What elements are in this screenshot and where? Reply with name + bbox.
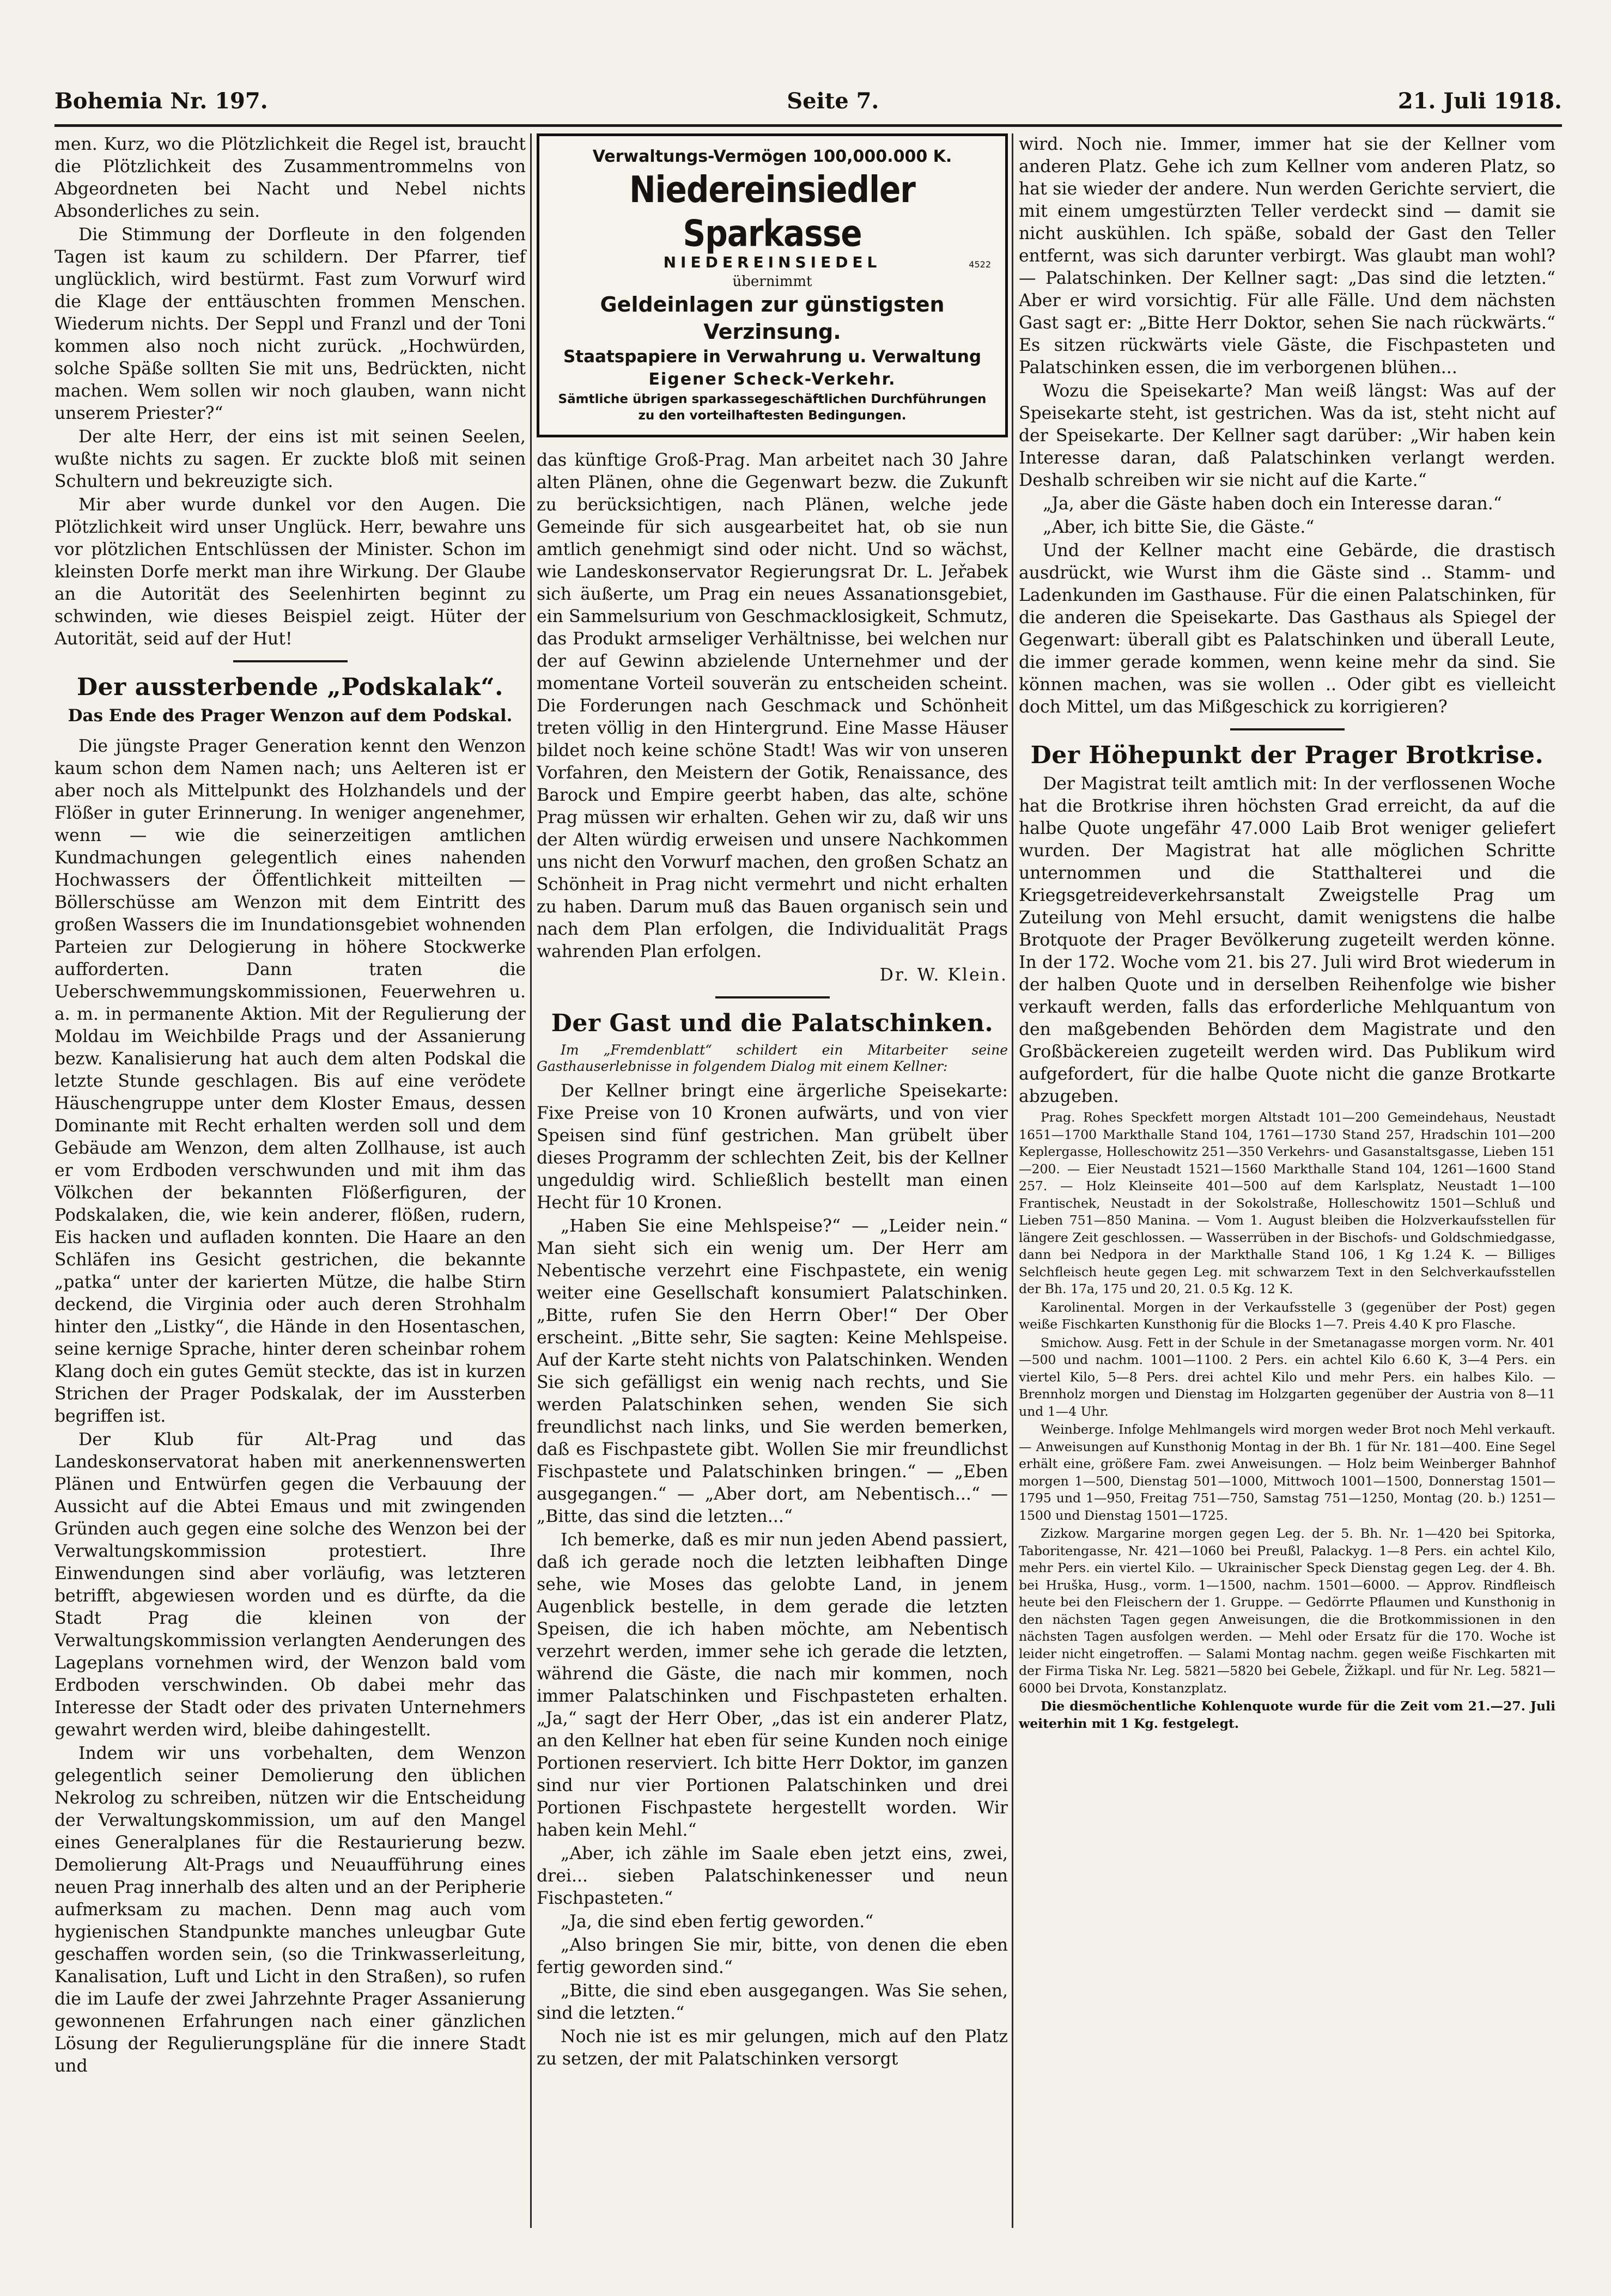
paragraph: das künftige Groß-Prag. Man arbeitet nach 30 Jahre alten Plänen, ohne die Gegenwart bezw. die Zukunft zu berücksichtigen, nach Plänen, welche jede Gemeinde für sich ausgearbeitet hat, ob sie nun amtlich genehmigt sind oder nicht. Und so wächst, wie Landeskonservator Regierungsrat Dr. L. Jeřabek sich äußerte, um Prag ein neues Assanationsgebiet, ein Sammelsurium von Geschmacklosigkeit, Schmutz, das Produkt armseliger Verhältnisse, bei welchen nur der auf Gewinn abzielende Unternehmer und der momentane Vorteil souverän zu entscheiden scheint. Die Forderungen nach Geschmack und Schönheit treten völlig in den Hintergrund. Eine Masse Häuser bildet noch keine schöne Stadt! Was wir von unseren Vorfahren, den Meistern der Gotik, Renaissance, des Barock und Empire geerbt haben, das alte, schöne Prag müssen wir erhalten. Gehen wir zu, daß wir uns der Alten würdig erweisen und unsere Nachkommen uns nicht den Vorwurf machen, den großen Schatz an Schönheit in Prag nicht vermehrt und nicht erhalten zu haben. Darum muß das Bauen organisch sein und nach dem Plan erfolgen, die Individualität Prags wahrenden Plan erfolgen. (537, 450, 1008, 961)
paragraph: Und der Kellner macht eine Gebärde, die drastisch ausdrückt, wie Wurst ihm die Gäste sind .. Stamm- und Ladenkunden im Gasthause. Für die einen Palatschinken, für die anderen die Speisekarte. Das Gasthaus als Spiegel der Gegenwart: überall gibt es Palatschinken und überall Leute, die immer gerade kommen, wenn keine mehr da sind. Sie können machen, was sie wollen .. Oder gibt es vielleicht doch Mittel, um das Mißgeschick zu korrigieren? (1019, 541, 1555, 717)
ad-town-name: NIEDEREINSIEDEL (663, 253, 882, 271)
notice-item: Weinberge. Infolge Mehlmangels wird morgen weder Brot noch Mehl verkauft. — Anweisungen auf Kunsthonig Montag in der Bh. 1 für Nr. 181—400. Eine Segel erhält eine, größere Fam. zwei Anweisungen. — Holz beim Weinberger Bahnhof morgen 1—500, Dienstag 501—1000, Mittwoch 1001—1500, Donnerstag 1501—1795 und 1—950, Freitag 751—750, Samstag 751—1250, Montag (20. b.) 1251—1500 und Dienstag 1501—1725. (1019, 1422, 1555, 1523)
notice-item: Zizkow. Margarine morgen gegen Leg. der 5. Bh. Nr. 1—420 bei Spitorka, Taboritengasse, Nr. 421—1060 bei Preußl, Palackyg. 1—8 Pers. ein achtel Kilo, mehr Pers. ein viertel Kilo. — Ukrainischer Speck Dienstag gegen Leg. der 4. Bh. bei Hruška, Husg., vorm. 1—1500, nachm. 1501—6000. — Approv. Rindfleisch heute bei den Fleischern der 1. Gruppe. — Gedörrte Pflaumen und Kunsthonig in den nächsten Tagen gegen Anweisungen, die die Brotkommissionen in den nächsten Tagen ausfolgen werden. — Mehl oder Ersatz für die 170. Woche ist leider nicht eingetroffen. — Salami Montag nachm. gegen weiße Fischkarten mit der Firma Tiska Nr. Leg. 5821—5820 bei Gebele, Žižkapl. und für Nr. Leg. 5821—6000 bei Drvota, Konstanzplatz. (1019, 1526, 1555, 1696)
notice-item: Karolinental. Morgen in der Verkaufsstelle 3 (gegenüber der Post) gegen weiße Fischkarten Kunsthonig für die Blocks 1—7. Preis 4.40 K pro Flasche. (1019, 1299, 1555, 1332)
ad-bank-name: Niedereinsiedler Sparkasse (629, 168, 915, 255)
paragraph: Der Magistrat teilt amtlich mit: In der verflossenen Woche hat die Brotkrise ihren höchsten Grad erreicht, da auf die halbe Quote ungefähr 47.000 Laib Brot weniger geliefert wurden. Der Magistrat hat alle möglichen Schritte unternommen und die Statthalterei und die Kriegsgetreideverkehrsanstalt Zweigstelle Prag um Zuteilung von Mehl ersucht, damit wenigstens die halbe Brotquote der Prager Bevölkerung zugeteilt werden könne. In der 172. Woche vom 21. bis 27. Juli wird Brot wiederum in der halben Quote und in derselben Reihenfolge wie bisher verkauft werden, falls das erforderliche Mehlquantum von den maßgebenden Behörden dem Magistrate und den Großbäckereien zugeteilt werden wird. Das Publikum wird aufgefordert, für die halbe Quote nicht die ganze Brotkarte abzugeben. (1019, 774, 1555, 1106)
article-headline: Der Höhepunkt der Prager Brotkrise. (1030, 741, 1544, 769)
paragraph: Der Kellner bringt eine ärgerliche Speisekarte: Fixe Preise von 10 Kronen aufwärts, und von vier Speisen sind fünf gestrichen. Man grübelt über dieses Programm der schlechten Zeit, bis der Kellner ungeduldig wird. Schließlich bestellt man einen Hecht für 10 Kronen. (537, 1081, 1008, 1213)
paragraph: Die Stimmung der Dorfleute in den folgenden Tagen ist kaum zu schildern. Der Pfarrer, tief unglücklich, wird bestürmt. Fast zum Vorwurf wird die Klage der enttäuschten frommen Menschen. Wiederum nichts. Der Seppl und Franzl und der Toni kommen also noch nicht zurück. „Hochwürden, solche Späße sollten Sie mit uns, Bedrückten, nicht machen. Wem sollen wir noch glauben, wann nicht unserem Priester?“ (54, 225, 526, 423)
article-headline: Der Gast und die Palatschinken. (551, 1009, 994, 1037)
header-rule (54, 124, 1562, 127)
ad-reference-number: 4522 (969, 259, 991, 270)
paragraph: „Aber, ich bitte Sie, die Gäste.“ (1043, 517, 1315, 537)
paragraph: Ich bemerke, daß es mir nun jeden Abend passiert, daß ich gerade noch die letzten leibhaften Dinge sehe, wie Moses das gelobte Land, in jenem Augenblick bestelle, in dem gerade die letzten Speisen, die ich haben möchte, am Nebentisch verzehrt werden, immer sehe ich gerade die letzten, während die Gäste, die nach mir kommen, noch immer Palatschinken und Fischpasteten erhalten. „Ja,“ sagt der Herr Ober, „das ist ein anderer Platz, an den Kellner hat eben für seine Kunden noch einige Portionen reserviert. Ich bitte Herr Doktor, im ganzen sind nur vier Portionen Palatschinken und drei Portionen Fischpastete hergestellt worden. Wir haben kein Mehl.“ (537, 1530, 1008, 1840)
column-3 (1019, 133, 1555, 1733)
column-1 (54, 133, 526, 2079)
paragraph: Der Klub für Alt-Prag und das Landeskonservatorat haben mit anerkennenswerten Plänen und Entwürfen gegen die Verbauung der Aussicht auf die Abtei Emaus und mit zwingenden Gründen auch gegen eine solche des Wenzon bei der Verwaltungskommission protestiert. Ihre Einwendungen sind aber vorläufig, was letzteren betrifft, abgewiesen worden und es dürfte, da die Stadt Prag die kleinen von der Verwaltungskommission verlangten Aenderungen des Lageplans vornehmen wird, der Wenzon bald vom Erdboden verschwinden. Ob dabei mehr das Interesse der Stadt oder des privaten Unternehmers gewahrt werden wird, bleibe dahingestellt. (54, 1430, 526, 1740)
section-divider (1230, 728, 1345, 730)
article-signature: Dr. W. Klein. (879, 965, 1008, 985)
article-headline: Der aussterbende „Podskalak“. (77, 673, 503, 701)
ad-town (550, 253, 994, 272)
paragraph: wird. Noch nie. Immer, immer hat sie der Kellner vom anderen Platz. Gehe ich zum Kellner vom anderen Platz, so hat sie wieder der andere. Nun werden Gerichte serviert, die mit einem umgestürzten Teller verdeckt sind — damit sie nicht auskühlen. Ich späße, sobald der Gast den Teller entfernt, was sich darunter verbirgt. Was glaubt man wohl? — Palatschinken. Der Kellner sagt: „Das sind die letzten.“ Aber er wird vorsichtig. Für alle Fälle. Und dem nächsten Gast sagt er: „Bitte Herr Doktor, sehen Sie nach rückwärts.“ Es sitzen rückwärts viele Gäste, die Fischpasteten und Palatschinken essen, die im verborgenen blühen... (1019, 135, 1555, 377)
food-distribution-notices (1019, 1109, 1555, 1732)
paragraph: „Bitte, die sind eben ausgegangen. Was Sie sehen, sind die letzten.“ (537, 1981, 1008, 2023)
column-rule (1012, 133, 1013, 2228)
paragraph: „Ja, aber die Gäste haben doch ein Interesse daran.“ (1043, 494, 1502, 514)
ad-takes-over: übernimmt (732, 273, 812, 290)
header-date: 21. Juli 1918. (1397, 88, 1562, 114)
paragraph: „Aber, ich zähle im Saale eben jetzt eins, zwei, drei... sieben Palatschinkenesser und neun Fischpasteten.“ (537, 1844, 1008, 1908)
paragraph: Noch nie ist es mir gelungen, mich auf den Platz zu setzen, der mit Palatschinken versorgt (537, 2027, 1008, 2069)
paragraph: Mir aber wurde dunkel vor den Augen. Die Plötzlichkeit wird unser Unglück. Herr, bewahre uns vor plötzlichen Entschlüssen der Minister. Schon im kleinsten Dorfe merkt man ihre Wirkung. Der Glaube an die Autorität des Seelenhirten beginnt zu schwinden, wie dieses Beispiel zeigt. Hüter der Autorität, seid auf der Hut! (54, 495, 526, 649)
header-issue: Bohemia Nr. 197. (54, 88, 268, 114)
article-intro: Im „Fremdenblatt“ schildert ein Mitarbeiter seine Gasthauserlebnisse in folgendem Dialog mit einem Kellner: (537, 1042, 1008, 1074)
paragraph: Der alte Herr, der eins ist mit seinen Seelen, wußte nichts zu sagen. Er zuckte bloß mit seinen Schultern und bekreuzigte sich. (54, 427, 526, 491)
ad-deposits-line: Geldeinlagen zur günstigsten Verzinsung. (600, 293, 945, 344)
running-header (54, 82, 1562, 120)
ad-cheque-line: Eigener Scheck-Verkehr. (648, 370, 896, 389)
paragraph: „Ja, die sind eben fertig geworden.“ (561, 1912, 874, 1932)
header-page-number: Seite 7. (787, 88, 879, 114)
ad-footer-line: Sämtliche übrigen sparkassegeschäftlichen Durchführungen zu den vorteilhaftesten Bedingungen. (558, 392, 987, 423)
column-2 (537, 133, 1008, 2072)
coal-quota-notice: Die diesmöchentliche Kohlenquote wurde für die Zeit vom 21.—27. Juli weiterhin mit 1 Kg. festgelegt. (1019, 1698, 1555, 1731)
paragraph: Wozu die Speisekarte? Man weiß längst: Was auf der Speisekarte steht, ist gestrichen. Was da ist, steht nicht auf der Speisekarte. Der Kellner sagt darüber: „Wir haben kein Interesse daran, daß Palatschinken verlangt werden. Deshalb schreiben wir sie nicht auf die Karte.“ (1019, 381, 1555, 490)
ad-assets-line: Verwaltungs-Vermögen 100,000.000 K. (592, 147, 952, 166)
sparkasse-advertisement (537, 133, 1008, 437)
section-divider (715, 996, 830, 998)
ad-securities-line: Staatspapiere in Verwahrung u. Verwaltung (563, 347, 982, 367)
notice-item: Smichow. Ausg. Fett in der Schule in der Smetanagasse morgen vorm. Nr. 401—500 und nachm. 1001—1100. 2 Pers. ein achtel Kilo 6.60 K, 3—4 Pers. ein viertel Kilo, 5—8 Pers. drei achtel Kilo und mehr Pers. ein halbes Kilo. — Brennholz morgen und Dienstag im Holzgarten gegenüber der Austria von 8—11 und 1—4 Uhr. (1019, 1335, 1555, 1419)
section-divider (233, 660, 348, 662)
paragraph: „Haben Sie eine Mehlspeise?“ — „Leider nein.“ Man sieht sich ein wenig um. Der Herr am Nebentische verzehrt eine Fischpastete, ein wenig weiter eine Gesellschaft konsumiert Palatschinken. „Bitte, rufen Sie den Herrn Ober!“ Der Ober erscheint. „Bitte sehr, Sie sagten: Keine Mehlspeise. Auf der Karte steht nichts von Palatschinken. Wenden Sie sich gefälligst ein wenig nach rechts, und Sie werden Palatschinken sehen, wenden Sie sich freundlichst nach links, und Sie werden bemerken, daß es Fischpastete gibt. Wollen Sie mir freundlichst Fischpastete und Palatschinken bringen.“ — „Eben ausgegangen.“ — „Aber dort, am Nebentisch...“ — „Bitte, das sind die letzten...“ (537, 1216, 1008, 1526)
paragraph: „Also bringen Sie mir, bitte, von denen die eben fertig geworden sind.“ (537, 1935, 1008, 1977)
paragraph: Die jüngste Prager Generation kennt den Wenzon kaum schon dem Namen nach; uns Aelteren ist er aber noch als Mittelpunkt des Holzhandels und der Flößer in guter Erinnerung. In weniger angenehmer, wenn — wie die seinerzeitigen amtlichen Kundmachungen gelegentlich eines nahenden Hochwassers der Öffentlichkeit mitteilten — Böllerschüsse am Wenzon mit dem Eintritt des großen Wassers die im Inundationsgebiet wohnenden Parteien zur Delogierung in höhere Stockwerke aufforderten. Dann traten die Ueberschwemmungskommissionen, Feuerwehren u. a. m. in permanente Aktion. Mit der Regulierung der Moldau im Weichbilde Prags und der Assanierung bezw. Kanalisierung hat auch dem alten Podskal die letzte Stunde geschlagen. Bis auf eine verödete Häuschengruppe unter dem Kloster Emaus, dessen Dominante mit Recht erhalten werden soll und dem Gebäude am Wenzon, dem alten Zollhause, ist auch er vom Erdboden verschwunden und mit ihm das Völkchen der bekannten Flößerfiguren, der Podskalaken, die, wie kein anderer, flößen, rudern, Eis hacken und aufladen konnten. Die Haare an den Schläfen ins Gesicht gestrichen, die bekannte „patka“ unter der karierten Mütze, die halbe Stirn deckend, die Virginia oder auch deren Strohhalm hinter den „Listky“, die Hände in den Hosentaschen, seine kernige Sprache, hinter deren scheinbar rohem Klang doch ein gutes Gemüt steckte, das ist in kurzen Strichen der Prager Podskalak, der im Aussterben begriffen ist. (54, 736, 526, 1426)
notice-item: Prag. Rohes Speckfett morgen Altstadt 101—200 Gemeindehaus, Neustadt 1651—1700 Markthalle Stand 104, 1761—1730 Stand 257, Hradschin 101—200 Keplergasse, Holleschowitz 251—350 Verkehrs- und Gasanstaltsgasse, Lieben 151—200. — Eier Neustadt 1521—1560 Markthalle Stand 104, 1261—1600 Stand 257. — Holz Kleinseite 401—500 auf dem Karlsplatz, Neustadt 1—100 Frantischek, Neustadt in der Sokolstraße, Holleschowitz 1501—Schluß und Lieben 751—850 Manina. — Vom 1. August bleiben die Holzverkaufsstellen für längere Zeit geschlossen. — Wasserrüben in der Bischofs- und Goldschmiedgasse, dann bei Nedpora in der Markthalle Stand 106, 1 Kg 1.24 K. — Billiges Selchfleisch heute gegen Leg. mit schwarzem Text in den Selchverkaufsstellen der Bh. 17a, 175 und 20, 21. 0.5 Kg. 12 K. (1019, 1110, 1555, 1296)
paragraph: men. Kurz, wo die Plötzlichkeit die Regel ist, braucht die Plötzlichkeit des Zusammentrommelns von Abgeordneten bei Nacht und Nebel nichts Absonderliches zu sein. (54, 135, 526, 221)
paragraph: Indem wir uns vorbehalten, dem Wenzon gelegentlich seiner Demolierung den üblichen Nekrolog zu schreiben, nützen wir die Entscheidung der Verwaltungskommission, um auf den Mangel eines Generalplanes für die Restaurierung bezw. Demolierung Alt-Prags und Neuaufführung eines neuen Prag innerhalb des alten und an der Peripherie aufmerksam zu machen. Denn mag auch vom hygienischen Standpunkte manches unleugbar Gute geschaffen worden sein, (so die Trinkwasserleitung, Kanalisation, Luft und Licht in den Straßen), so rufen die im Laufe der zwei Jahrzehnte Prager Assanierung gewonnenen Erfahrungen nach einer gänzlichen Lösung der Regulierungspläne für die innere Stadt und (54, 1744, 526, 2076)
column-rule (530, 133, 532, 2228)
article-subheadline: Das Ende des Prager Wenzon auf dem Podskal. (68, 706, 513, 726)
